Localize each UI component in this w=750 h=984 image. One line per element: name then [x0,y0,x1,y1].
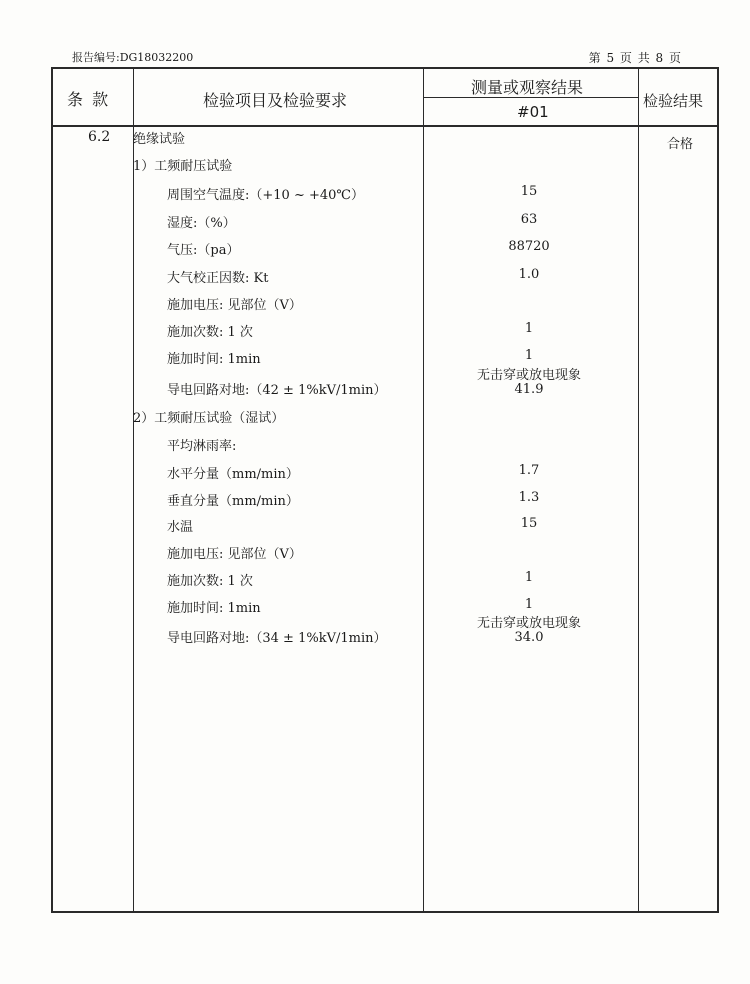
table-row [53,155,717,175]
result-line: 34.0 [514,630,544,645]
result-value: 1 [524,321,534,336]
table-row [53,570,717,590]
header-bottom-border [53,125,717,127]
header-verdict: 检验结果 [643,92,704,110]
header-result-sub: #01 [517,103,549,121]
page-indicator: 第 5 页 共 8 页 [588,51,682,65]
table-row [53,212,717,232]
table-row [53,490,717,510]
table-row [53,239,717,259]
table-row [53,463,717,483]
result-value: 1 [524,597,534,612]
table-row [53,348,717,368]
table-row [53,616,717,647]
table-row [53,407,717,427]
table-row [53,321,717,341]
item-text: 1）工频耐压试验 [133,159,233,174]
item-text: 施加时间: 1min [167,352,261,367]
result-value: 88720 [508,239,550,254]
item-text: 湿度:（%） [167,216,236,231]
result-value: 1.3 [518,490,540,505]
table-row [53,597,717,617]
result-line: 41.9 [514,382,544,397]
item-text: 导电回路对地:（34 ± 1%kV/1min） [167,631,387,646]
item-text: 平均淋雨率: [167,439,237,454]
result-line: 无击穿或放电现象 [476,616,581,631]
item-text: 施加时间: 1min [167,601,261,616]
item-text: 施加次数: 1 次 [167,325,253,340]
result-line: 无击穿或放电现象 [476,368,581,383]
header-item: 检验项目及检验要求 [203,91,348,110]
item-text: 绝缘试验 [133,132,186,147]
header-result: 测量或观察结果 [471,78,584,97]
report-number: 报告编号:DG18032200 [72,51,194,64]
item-text: 2）工频耐压试验（湿试） [133,411,285,426]
result-value: 1 [524,348,534,363]
result-value: 15 [520,184,538,199]
item-text: 水平分量（mm/min） [167,467,299,482]
result-value: 1 [524,570,534,585]
item-text: 大气校正因数: Kt [167,271,269,286]
table-row [53,294,717,314]
table-row [53,128,717,148]
item-text: 气压:（pa） [167,243,240,258]
item-text: 导电回路对地:（42 ± 1%kV/1min） [167,383,387,398]
result-value: 1.0 [518,267,540,282]
table-row [53,435,717,455]
header-clause: 条 款 [67,90,111,109]
item-text: 施加电压: 见部位（V） [167,298,302,313]
result-value: 15 [520,516,538,531]
item-text: 施加电压: 见部位（V） [167,547,302,562]
result-value [423,369,635,397]
result-value: 63 [520,212,538,227]
result-value [423,617,635,645]
table-row [53,267,717,287]
table-row [53,184,717,204]
item-text: 周围空气温度:（+10 ~ +40℃） [167,188,364,203]
table-row [53,368,717,399]
item-text: 垂直分量（mm/min） [167,494,299,509]
verdict-value: 合格 [667,137,694,152]
item-text: 施加次数: 1 次 [167,574,253,589]
inspection-table [51,67,719,913]
result-value: 1.7 [518,463,540,478]
clause-number: 6.2 [88,129,111,145]
item-text: 水温 [167,520,194,535]
table-row [53,543,717,563]
table-row [53,516,717,536]
